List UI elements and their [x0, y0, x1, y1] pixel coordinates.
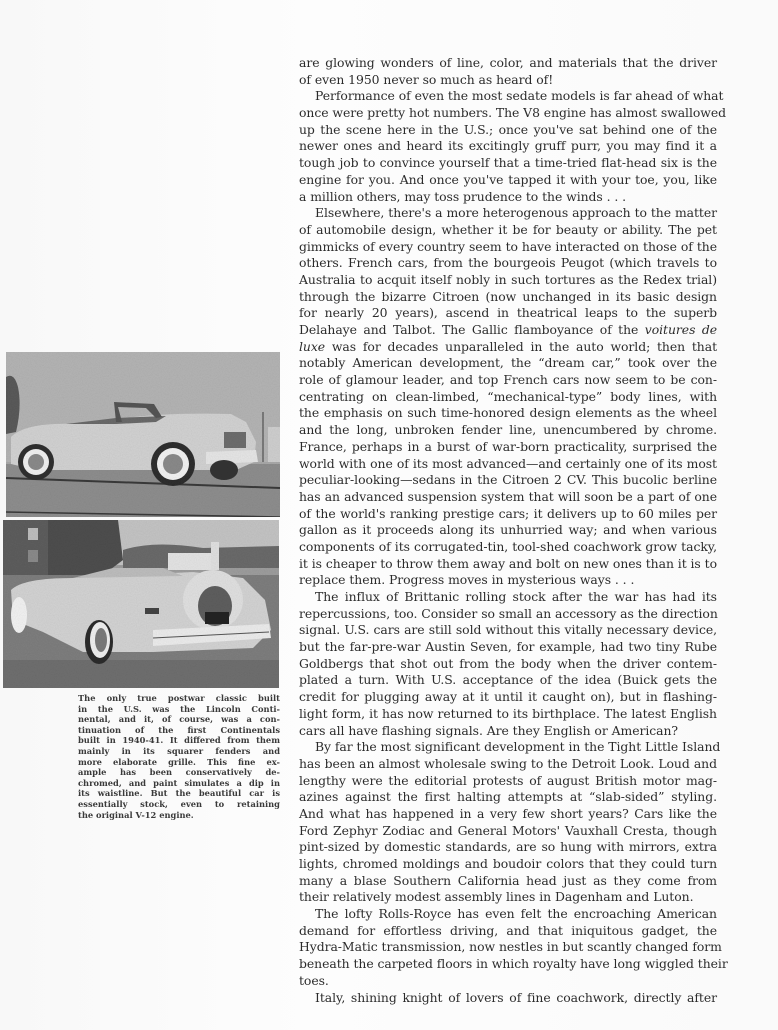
article-line: has an advanced suspension system that will soon be a part of one: [299, 488, 717, 504]
article-line: components of its corrugated-tin, tool-shed coachwork grow tacky,: [299, 538, 717, 554]
article-line: signal. U.S. cars are still sold without this vitally necessary device,: [299, 622, 717, 638]
article-paragraph: [299, 739, 721, 906]
article-line: light form, it has now returned to its birthplace. The latest English: [299, 705, 717, 721]
article-line: luxe was for decades unparalleled in the auto world; then that: [299, 338, 717, 354]
article-line: has been an almost wholesale swing to the Detroit Look. Loud and: [299, 755, 717, 771]
article-line: Hydra-Matic transmission, now nestles in but scantly changed form: [299, 939, 722, 955]
article-line: others. French cars, from the bourgeois Peugot (which travels to: [299, 255, 717, 271]
caption-line: nental, and it, of course, was a con-: [78, 714, 280, 725]
article-line: Delahaye and Talbot. The Gallic flamboyance of the voitures de: [299, 322, 717, 337]
article-line: of automobile design, whether it be for beauty or ability. The pet: [299, 221, 717, 237]
article-line: and the long, unbroken fender line, unencumbered by chrome.: [299, 422, 717, 438]
article-body: [299, 55, 728, 1006]
article-line: plated a turn. With U.S. acceptance of the idea (Buick gets the: [299, 672, 717, 688]
article-line: lengthy were the editorial protests of august British motor mag-: [299, 772, 717, 788]
article-line: By far the most significant development in the Tight Little Island: [315, 739, 721, 755]
article-line: through the bizarre Citroen (now unchanged in its basic design: [299, 288, 717, 304]
article-line: are glowing wonders of line, color, and materials that the driver: [299, 55, 717, 70]
article-line: beneath the carpeted floors in which royalty have long wiggled their: [299, 956, 728, 972]
article-line: notably American development, the “dream car,” took over the: [299, 355, 717, 371]
article-line: role of glamour leader, and top French cars now seem to be con-: [299, 372, 717, 388]
article-paragraph: [299, 55, 717, 88]
article-line: Performance of even the most sedate models is far ahead of what: [315, 88, 724, 104]
caption-line: the original V-12 engine.: [78, 809, 194, 820]
article-line: And what has happened in a very few short years? Cars like the: [299, 805, 717, 821]
car-photo-front: [6, 352, 280, 517]
article-line: demand for effortless driving, and that iniquitous gadget, the: [299, 922, 717, 938]
article-line: of even 1950 never so much as heard of!: [299, 71, 554, 87]
article-line: The influx of Brittanic rolling stock after the war has had its: [315, 589, 717, 604]
caption-line: more elaborate grille. This fine ex-: [78, 756, 280, 767]
article-line: world with one of its most advanced—and certainly one of its most: [299, 455, 717, 471]
article-line: Elsewhere, there's a more heterogenous approach to the matter: [315, 205, 717, 221]
article-line: the emphasis on such time-honored design elements as the wheel: [299, 405, 717, 421]
article-line: but the far-pre-war Austin Seven, for example, had two tiny Rube: [299, 639, 717, 655]
article-line: Italy, shining knight of lovers of fine coachwork, directly after: [315, 989, 717, 1005]
article-paragraph: [299, 990, 717, 1007]
article-line: repercussions, too. Consider so small an accessory as the direction: [299, 605, 718, 621]
article-line: peculiar-looking—sedans in the Citroen 2 CV. This bucolic berline: [299, 472, 717, 488]
article-paragraph: [299, 205, 717, 589]
caption-line: essentially stock, even to retaining: [78, 798, 280, 809]
article-line: centrating on clean-limbed, “mechanical-type” body lines, with: [299, 388, 717, 404]
car-photo-front-image: [6, 352, 280, 517]
article-line: toes.: [299, 972, 329, 988]
article-line: gimmicks of every country seem to have interacted on those of the: [299, 238, 717, 254]
article-paragraph: [299, 589, 717, 739]
caption-line: tinuation of the first Continentals: [78, 724, 280, 735]
article-line: The lofty Rolls-Royce has even felt the encroaching American: [315, 906, 717, 922]
article-line: up the scene here in the U.S.; once you've sat behind one of the: [299, 121, 717, 137]
article-line: tough job to convince yourself that a time-tried flat-head six is the: [299, 155, 717, 171]
article-line: credit for plugging away at it until it caught on), but in flashing-: [299, 689, 717, 705]
article-line: gallon as it proceeds along its unhurried way; and when various: [299, 522, 717, 538]
article-line: newer ones and heard its excitingly gruff purr, you may find it a: [299, 138, 717, 154]
caption-line: its waistline. But the beautiful car is: [78, 788, 280, 799]
photo-caption: [78, 693, 280, 820]
italic-phrase: luxe: [299, 338, 326, 354]
article-line: pint-sized by domestic standards, are so hung with mirrors, extra: [299, 839, 717, 855]
article-line: for nearly 20 years), ascend in theatrical leaps to the superb: [299, 305, 717, 321]
article-line: of the world's ranking prestige cars; it delivers up to 60 miles per: [299, 505, 717, 521]
article-line: Ford Zephyr Zodiac and General Motors' Vauxhall Cresta, though: [299, 822, 717, 838]
article-line: a million others, may toss prudence to the winds . . .: [299, 188, 627, 204]
article-line: many a blase Southern California head just as they come from: [299, 872, 717, 888]
article-line: it is cheaper to throw them away and bolt on new ones than it is to: [299, 555, 717, 571]
article-line: replace them. Progress moves in mysterious ways . . .: [299, 572, 635, 588]
article-line: Goldbergs that shot out from the body when the driver contem-: [299, 655, 717, 671]
article-line: engine for you. And once you've tapped it with your toe, you, like: [299, 171, 717, 187]
article-line: azines against the first halting attempts at “slab-sided” styling.: [299, 789, 717, 805]
article-line: lights, chromed moldings and boudoir colors that they could turn: [299, 856, 717, 871]
caption-line: chromed, and paint simulates a dip in: [78, 777, 280, 788]
caption-line: mainly in its squarer fenders and: [78, 745, 280, 756]
caption-line: ample has been conservatively de-: [78, 767, 280, 778]
car-photo-rear-image: [3, 520, 279, 688]
caption-line: The only true postwar classic built: [78, 693, 280, 703]
car-photo-rear: [3, 520, 279, 688]
article-line: Australia to acquit itself nobly in such tortures as the Redex trial): [299, 271, 717, 287]
article-line: France, perhaps in a burst of war-born practicality, surprised the: [299, 438, 717, 454]
article-paragraph: [299, 88, 727, 205]
caption-line: in the U.S. was the Lincoln Conti-: [78, 703, 280, 714]
caption-line: built in 1940-41. It differed from them: [78, 735, 280, 746]
article-paragraph: [299, 906, 728, 989]
article-line: once were pretty hot numbers. The V8 engine has almost swallowed: [299, 105, 727, 121]
article-line: their relatively modest assembly lines in Dagenham and Luton.: [299, 889, 694, 905]
article-line: cars all have flashing signals. Are they English or American?: [299, 722, 679, 738]
italic-phrase: voitures de: [644, 322, 717, 337]
